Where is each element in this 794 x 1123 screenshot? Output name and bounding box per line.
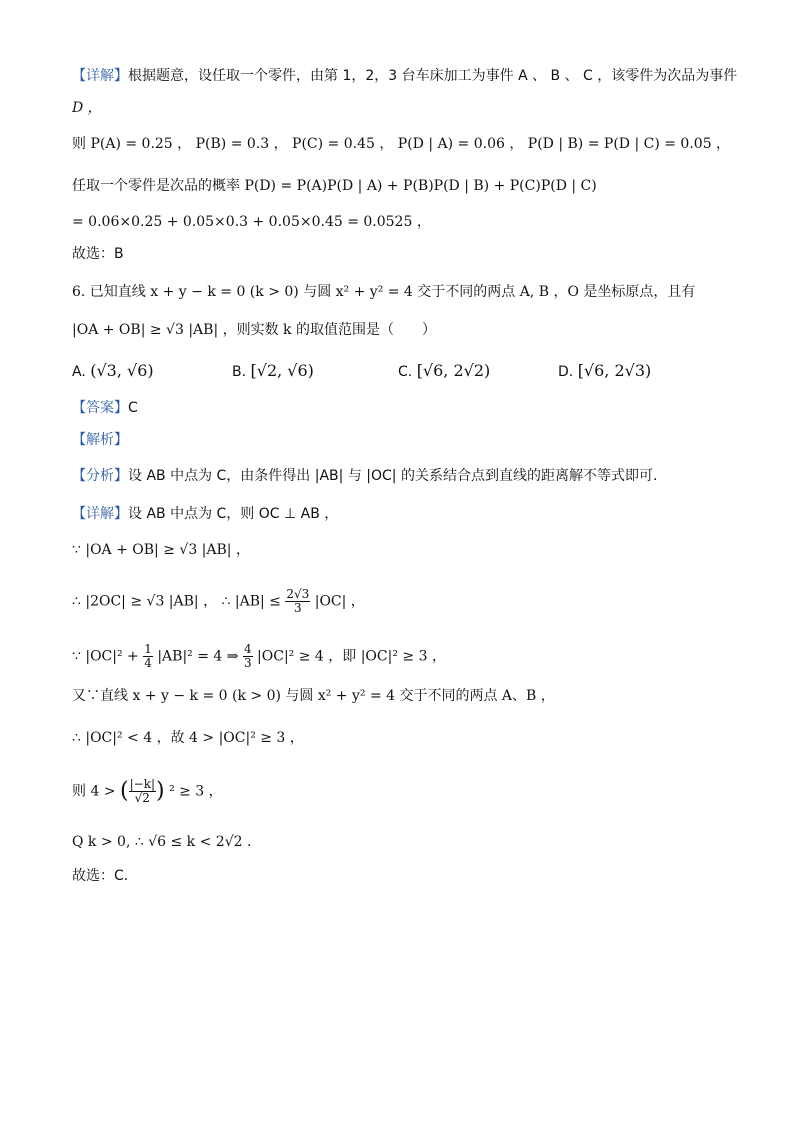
q5-detail-line3: 任取一个零件是次品的概率 P(D) = P(A)P(D | A) + P(B)P(D | B) + P(C)P(D | C) bbox=[72, 178, 597, 194]
fraction-num: 4 bbox=[243, 642, 252, 656]
detail-line1 bbox=[72, 504, 338, 524]
q5-detail-line1b: D ， bbox=[72, 100, 102, 116]
detail-line2: ∵ |OA + OB| ≥ √3 |AB| ， bbox=[72, 542, 250, 558]
q5-detail-line2: 则 P(A) = 0.25 ， P(B) = 0.3 ， P(C) = 0.45 ， P(D | A) = 0.06 ， P(D | B) = P(D | C) = 0.05 ， bbox=[72, 136, 731, 152]
fraction-num: 2√3 bbox=[286, 587, 310, 601]
q6-choice: 故选：C． bbox=[72, 868, 138, 884]
option-d-label: D. bbox=[558, 364, 574, 380]
option-b-label: B. bbox=[232, 364, 247, 380]
option-d-value: [√6, 2√3) bbox=[577, 361, 652, 380]
fraction-den: 3 bbox=[294, 601, 302, 615]
analysis-line bbox=[72, 466, 657, 486]
q5-detail-text1: 根据题意，设任取一个零件，由第 1，2，3 台车床加工为事件 A 、 B 、 C ，该零件为次品为事件 bbox=[128, 68, 738, 84]
fraction-num: 1 bbox=[144, 642, 152, 656]
detail-line4-part2: |AB|² = 4 ⇒ bbox=[157, 648, 239, 665]
fraction-den: 3 bbox=[243, 656, 252, 670]
option-d bbox=[558, 361, 651, 380]
detail-line6: ∴ |OC|² < 4 ，故 4 > |OC|² ≥ 3 ， bbox=[72, 730, 304, 746]
q6-stem-line2: |OA + OB| ≥ √3 |AB| ，则实数 k 的取值范围是（ ） bbox=[72, 322, 436, 338]
detail-line3-part1: ∴ |2OC| ≥ √3 |AB| ， ∴ |AB| ≤ bbox=[72, 593, 281, 610]
detail-line4-part3: |OC|² ≥ 4 ，即 |OC|² ≥ 3 ， bbox=[257, 648, 446, 665]
analysis-text: 设 AB 中点为 C，由条件得出 |AB| 与 |OC| 的关系结合点到直线的距离解不等式即可. bbox=[128, 468, 658, 484]
fraction-absk-over-sqrt2 bbox=[129, 778, 156, 805]
detail-line4-part1: ∵ |OC|² + bbox=[72, 648, 139, 665]
answer-value: C bbox=[128, 400, 138, 416]
detail-line3 bbox=[72, 588, 365, 615]
paren-right-glyph: ) bbox=[156, 778, 165, 804]
q5-detail-line1 bbox=[72, 66, 737, 86]
detail-line3-part2: |OC| ， bbox=[314, 593, 365, 610]
option-c bbox=[398, 361, 490, 380]
option-c-label: C. bbox=[398, 364, 413, 380]
q6-stem-line1: 6. 已知直线 x + y − k = 0 (k > 0) 与圆 x² + y² = 4 交于不同的两点 A, B ，O 是坐标原点，且有 bbox=[72, 284, 696, 300]
answer-line bbox=[72, 398, 138, 418]
q5-detail-line4: = 0.06×0.25 + 0.05×0.3 + 0.05×0.45 = 0.0525 ， bbox=[72, 214, 431, 230]
answer-label: 【答案】 bbox=[72, 400, 128, 416]
detail-line8: Q k > 0, ∴ √6 ≤ k < 2√2 . bbox=[72, 834, 252, 850]
q5-choice: 故选：B bbox=[72, 246, 124, 262]
option-b-value: [√2, √6) bbox=[250, 361, 314, 380]
detail-label: 【详解】 bbox=[72, 506, 128, 522]
fraction-den: 4 bbox=[144, 656, 152, 670]
detail-line4 bbox=[72, 643, 446, 670]
detail-line7 bbox=[72, 778, 223, 805]
fraction-2sqrt3-over-3 bbox=[285, 588, 310, 615]
detail-text1: 设 AB 中点为 C，则 OC ⊥ AB ， bbox=[128, 506, 339, 522]
fraction-4-over-3 bbox=[243, 643, 253, 670]
analysis-head: 【分析】 bbox=[72, 468, 128, 484]
detail-line7-part2: ² ≥ 3 ， bbox=[169, 783, 223, 800]
fraction-1-over-4 bbox=[143, 643, 153, 670]
fraction-den: √2 bbox=[134, 791, 150, 805]
detail-line7-part1: 则 4 > bbox=[72, 783, 116, 800]
detail-line5: 又∵直线 x + y − k = 0 (k > 0) 与圆 x² + y² = 4 交于不同的两点 A、B ， bbox=[72, 688, 555, 704]
option-a-value: (√3, √6) bbox=[90, 361, 154, 380]
option-a-label: A. bbox=[72, 364, 86, 380]
q5-detail-label: 【详解】 bbox=[72, 68, 128, 84]
option-a bbox=[72, 361, 154, 380]
option-b bbox=[232, 361, 314, 380]
option-c-value: [√6, 2√2) bbox=[416, 361, 491, 380]
analysis-label: 【解析】 bbox=[72, 432, 128, 448]
fraction-num: |−k| bbox=[129, 777, 156, 791]
paren-left-glyph: ( bbox=[120, 778, 129, 804]
